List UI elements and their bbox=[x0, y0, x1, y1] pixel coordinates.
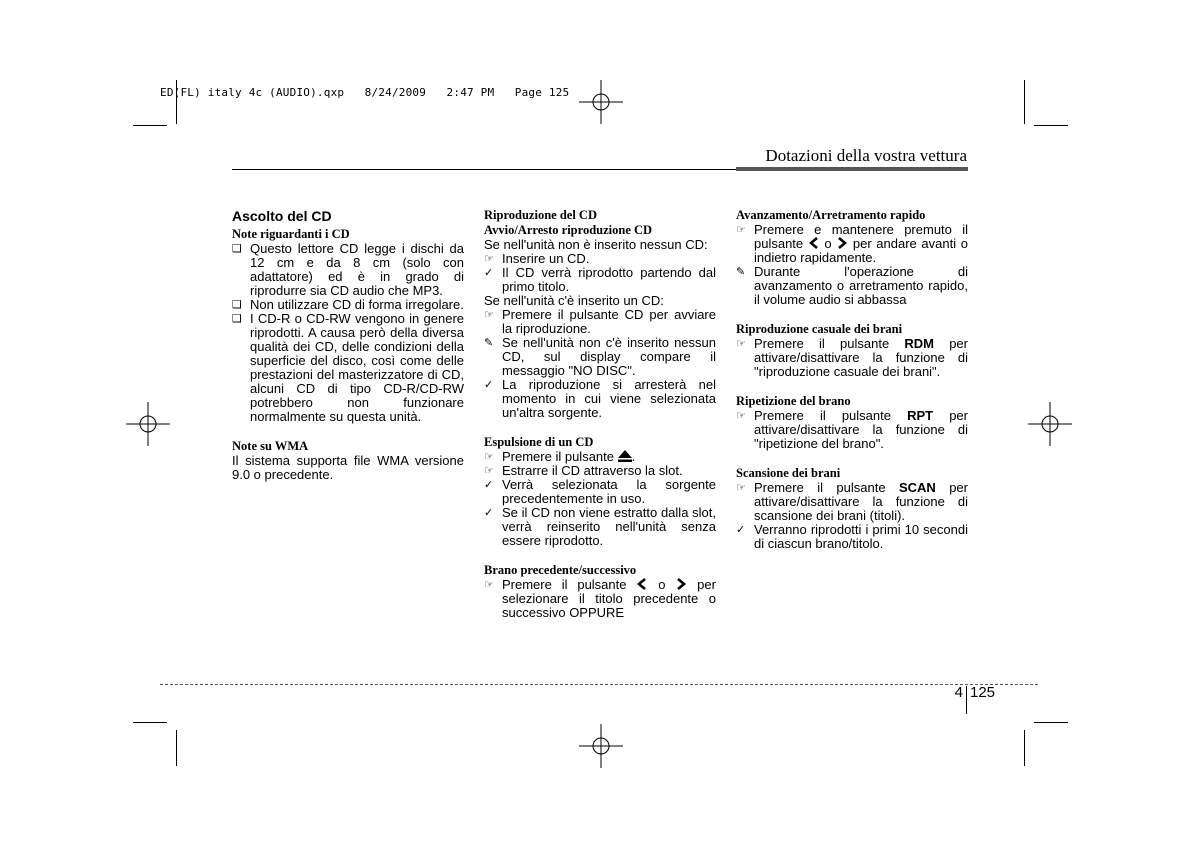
column-2 bbox=[484, 208, 716, 620]
subheading: Avvio/Arresto riproduzione CD bbox=[484, 223, 653, 237]
subheading: Riproduzione casuale dei brani bbox=[736, 322, 903, 336]
crop-mark bbox=[1034, 722, 1068, 723]
paragraph: Se nell'unità non è inserito nessun CD: bbox=[484, 237, 708, 252]
list-item: ☞ Premere e mantenere premuto il pulsante o per andare avanti o indietro rapidamente. bbox=[736, 222, 968, 265]
running-header: Dotazioni della vostra vettura bbox=[765, 146, 967, 165]
pointing-hand-icon: ☞ bbox=[736, 409, 746, 422]
subheading: Note su WMA bbox=[232, 439, 309, 453]
checkmark-icon: ✓ bbox=[484, 378, 494, 391]
pointing-hand-icon: ☞ bbox=[736, 223, 746, 236]
list-item: ✓ Se il CD non viene estratto dalla slot, verrà reinserito nell'unità senza essere riprodotto. bbox=[484, 505, 716, 548]
list-item: ✓ Il CD verrà riprodotto partendo dal primo titolo. bbox=[484, 265, 716, 294]
list-item: ✎ Durante l'operazione di avanzamento o arretramento rapido, il volume audio si abbassa bbox=[736, 264, 968, 307]
list-item: ☞ Estrarre il CD attraverso la slot. bbox=[484, 463, 683, 478]
list-item: ✓ Verranno riprodotti i primi 10 secondi di ciascun brano/titolo. bbox=[736, 522, 968, 551]
file-slug: ED(FL) italy 4c (AUDIO).qxp 8/24/2009 2:47 PM Page 125 bbox=[160, 86, 570, 99]
checkbox-icon: ❑ bbox=[232, 242, 242, 255]
checkbox-icon: ❑ bbox=[232, 298, 242, 311]
list-item: ❑ Questo lettore CD legge i dischi da 12 cm e da 8 cm (solo con adattatore) ed è in grado di riprodurre sia CD audio che MP3. bbox=[232, 241, 464, 298]
registration-mark-icon bbox=[579, 724, 623, 768]
list-item: ☞ Premere il pulsante RPT per attivare/disattivare la funzione di "ripetizione del brano". bbox=[736, 408, 968, 451]
crop-mark bbox=[1024, 80, 1025, 124]
subheading: Riproduzione del CD bbox=[484, 208, 597, 222]
pointing-hand-icon: ☞ bbox=[484, 578, 494, 591]
registration-mark-icon bbox=[126, 402, 170, 446]
crop-mark bbox=[133, 722, 167, 723]
list-item: ☞ Premere il pulsante RDM per attivare/disattivare la funzione di "riproduzione casuale dei brani". bbox=[736, 336, 968, 379]
chevron-left-icon bbox=[636, 578, 648, 590]
subheading: Note riguardanti i CD bbox=[232, 227, 350, 241]
list-item: ✓ La riproduzione si arresterà nel momento in cui viene selezionata un'altra sorgente. bbox=[484, 377, 716, 420]
column-3 bbox=[736, 208, 968, 551]
pointing-hand-icon: ☞ bbox=[736, 481, 746, 494]
pointing-hand-icon: ☞ bbox=[736, 337, 746, 350]
subheading: Brano precedente/successivo bbox=[484, 563, 637, 577]
list-item: ☞ Inserire un CD. bbox=[484, 251, 590, 266]
pencil-icon: ✎ bbox=[484, 336, 494, 349]
list-item: ☞ Premere il pulsante o per selezionare il titolo precedente o successivo OPPURE bbox=[484, 577, 716, 620]
paragraph: Se nell'unità c'è inserito un CD: bbox=[484, 293, 664, 308]
checkmark-icon: ✓ bbox=[484, 506, 494, 519]
checkbox-icon: ❑ bbox=[232, 312, 242, 325]
registration-mark-icon bbox=[1028, 402, 1072, 446]
chevron-right-icon bbox=[836, 237, 848, 249]
chevron-right-icon bbox=[675, 578, 687, 590]
section-title: Ascolto del CD bbox=[232, 208, 332, 224]
chevron-left-icon bbox=[808, 237, 820, 249]
page-number: 125 bbox=[970, 684, 996, 701]
registration-mark-icon bbox=[579, 80, 623, 124]
crop-mark bbox=[176, 730, 177, 766]
pointing-hand-icon: ☞ bbox=[484, 308, 494, 321]
subheading: Scansione dei brani bbox=[736, 466, 841, 480]
scan-button-label: SCAN bbox=[898, 480, 936, 495]
paragraph: Il sistema supporta file WMA versione 9.0 o precedente. bbox=[232, 453, 464, 482]
list-item: ☞ Premere il pulsante SCAN per attivare/disattivare la funzione di scansione dei brani (titoli). bbox=[736, 480, 968, 523]
pointing-hand-icon: ☞ bbox=[484, 450, 494, 463]
list-item: ❑ I CD-R o CD-RW vengono in genere riprodotti. A causa però della diversa qualità dei CD, delle condizioni della superficie del disco, così come delle prestazioni del masterizzatore di CD, alcuni CD di tipo CD-R/CD-RW potrebbero non funzionare normalmente su questa unità. bbox=[232, 311, 464, 424]
checkmark-icon: ✓ bbox=[484, 478, 494, 491]
eject-icon bbox=[618, 450, 632, 462]
page-number-divider bbox=[966, 686, 967, 714]
pencil-icon: ✎ bbox=[736, 265, 746, 278]
list-item: ☞ Premere il pulsante CD per avviare la riproduzione. bbox=[484, 307, 716, 336]
footer-rule bbox=[160, 684, 1038, 685]
checkmark-icon: ✓ bbox=[484, 266, 494, 279]
header-bar bbox=[736, 167, 968, 171]
list-item: ✎ Se nell'unità non c'è inserito nessun CD, sul display compare il messaggio "NO DISC". bbox=[484, 335, 716, 378]
checkmark-icon: ✓ bbox=[736, 523, 746, 536]
crop-mark bbox=[1024, 730, 1025, 766]
crop-mark bbox=[133, 125, 167, 126]
rpt-button-label: RPT bbox=[907, 408, 934, 423]
subheading: Ripetizione del brano bbox=[736, 394, 851, 408]
column-1 bbox=[232, 208, 464, 482]
rdm-button-label: RDM bbox=[904, 336, 934, 351]
crop-mark bbox=[1034, 125, 1068, 126]
subheading: Avanzamento/Arretramento rapido bbox=[736, 208, 926, 222]
page-number-chapter: 4 bbox=[954, 684, 963, 701]
list-item: ❑ Non utilizzare CD di forma irregolare. bbox=[232, 297, 464, 312]
pointing-hand-icon: ☞ bbox=[484, 464, 494, 477]
subheading: Espulsione di un CD bbox=[484, 435, 594, 449]
list-item: ✓ Verrà selezionata la sorgente precedentemente in uso. bbox=[484, 477, 716, 506]
list-item: ☞ Premere il pulsante . bbox=[484, 449, 636, 464]
pointing-hand-icon: ☞ bbox=[484, 252, 494, 265]
